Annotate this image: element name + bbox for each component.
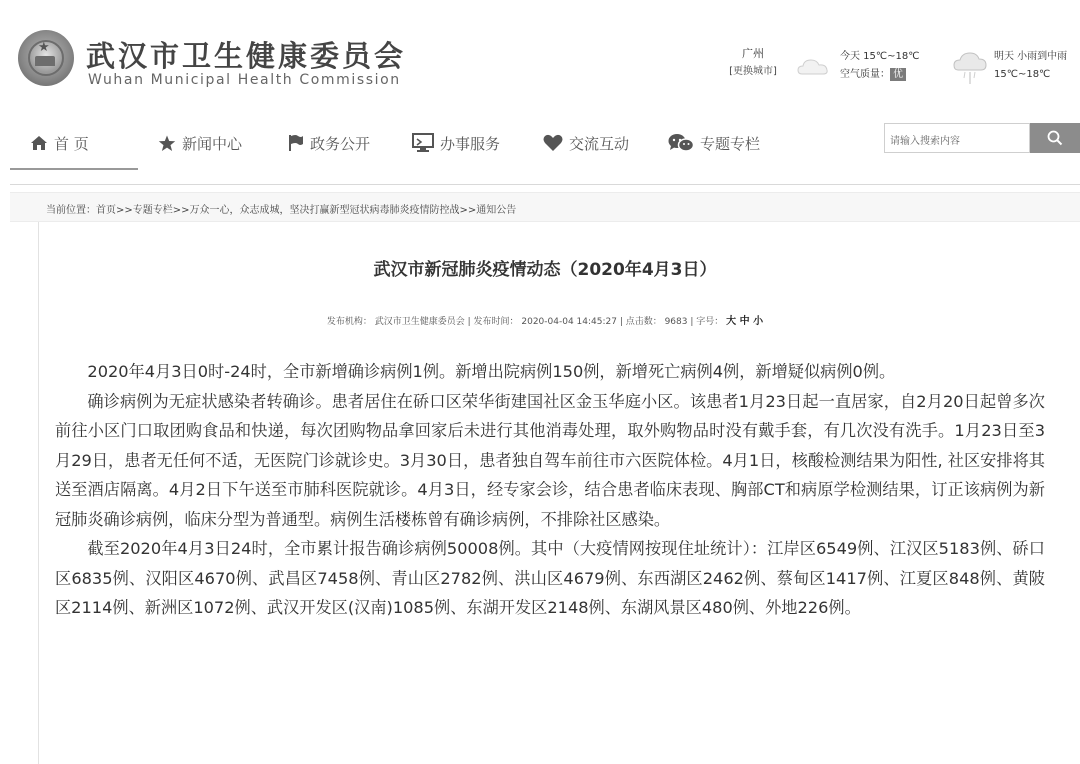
- air-quality-badge: 优: [890, 68, 906, 81]
- national-emblem-icon: ★: [18, 30, 74, 86]
- article-body: [55, 357, 1045, 623]
- nav-item-topics[interactable]: [668, 128, 760, 158]
- article-meta: [0, 312, 1080, 327]
- tomorrow-forecast: 明天 小雨到中雨: [994, 51, 1068, 62]
- nav-item-label: 专题专栏: [700, 134, 761, 153]
- switch-city-link[interactable]: [更换城市]: [729, 66, 777, 77]
- star-icon: [158, 135, 176, 152]
- article-paragraph: 截至2020年4月3日24时，全市累计报告确诊病例50008例。其中（大疫情网按现住址统计）：江岸区6549例、江汉区5183例、硚口区6835例、汉阳区4670例、武昌区7458例、青山区2782例、洪山区4679例、东西湖区2462例、蔡甸区1417例、江夏区848例、黄陂区2114例、新洲区1072例、武汉开发区(汉南)1085例、东湖开发区2148例、东湖风景区480例、外地226例。: [55, 539, 1045, 617]
- rain-weather-icon: [953, 50, 987, 86]
- nav-item-home[interactable]: [30, 128, 89, 158]
- site-logo-subtitle: Wuhan Municipal Health Commission: [88, 72, 401, 88]
- nav-item-news[interactable]: [158, 128, 242, 158]
- nav-item-label: 政务公开: [310, 134, 371, 153]
- air-quality-label: 空气质量：: [840, 69, 890, 80]
- nav-active-underline: [10, 168, 138, 170]
- today-temperature: 今天 15℃~18℃: [840, 51, 920, 62]
- nav-item-label: 新闻中心: [182, 134, 243, 153]
- nav-item-label: 交流互动: [569, 134, 630, 153]
- site-header: [0, 0, 1080, 110]
- article-title: 武汉市新冠肺炎疫情动态（2020年4月3日）: [373, 260, 717, 280]
- flag-icon: [288, 134, 304, 152]
- monitor-icon: [412, 133, 434, 153]
- article-paragraph: 2020年4月3日0时-24时，全市新增确诊病例1例。新增出院病例150例，新增死亡病例4例，新增疑似病例0例。: [87, 362, 896, 381]
- search-input[interactable]: 请输入搜索内容: [884, 123, 1030, 153]
- nav-item-label: 首 页: [54, 134, 89, 153]
- tomorrow-weather: [994, 48, 1067, 84]
- heart-icon: [543, 134, 563, 152]
- breadcrumb: [10, 192, 1080, 222]
- today-weather: [840, 48, 919, 84]
- cloudy-weather-icon: [796, 54, 832, 78]
- font-size-switch[interactable]: 大 中 小: [726, 316, 764, 327]
- article-paragraph: 确诊病例为无症状感染者转确诊。患者居住在硚口区荣华街建国社区金玉华庭小区。该患者1月23日起一直居家，自2月20日起曾多次前往小区门口取团购食品和快递，每次团购物品拿回家后未进行其他消毒处理，取外购物品时没有戴手套，有几次没有洗手。1月23日至3月29日，患者无任何不适，无医院门诊就诊史。3月30日，患者独自驾车前往市六医院体检。4月1日，核酸检测结果为阳性, 社区安排将其送至酒店隔离。4月2日下午送至市肺科医院就诊。4月3日，经专家会诊，结合患者临床表现、胸部CT和病原学检测结果，订正该病例为新冠肺炎确诊病例，临床分型为普通型。病例生活楼栋曾有确诊病例，不排除社区感染。: [55, 391, 1045, 529]
- nav-item-interaction[interactable]: [543, 128, 629, 158]
- tomorrow-temperature: 15℃~18℃: [994, 69, 1051, 80]
- search-button[interactable]: [1030, 123, 1080, 153]
- nav-item-label: 办事服务: [440, 134, 501, 153]
- nav-item-services[interactable]: [412, 128, 500, 158]
- home-icon: [30, 135, 48, 151]
- city-name: 广州: [742, 47, 764, 60]
- header-divider: [10, 184, 1080, 185]
- breadcrumb-text[interactable]: 当前位置：首页>>专题专栏>>万众一心，众志成城，坚决打赢新型冠状病毒肺炎疫情防控战>>通知公告: [46, 205, 517, 216]
- article-meta-text: 发布机构： 武汉市卫生健康委员会 | 发布时间： 2020-04-04 14:45:27 | 点击数： 9683 | 字号：: [326, 317, 724, 327]
- nav-item-gov-affairs[interactable]: [288, 128, 370, 158]
- air-quality: [840, 66, 919, 84]
- wechat-icon: [668, 133, 694, 153]
- city-widget: [722, 45, 784, 81]
- search-icon: [1047, 130, 1063, 146]
- content-left-border: [38, 222, 39, 764]
- site-logo-title[interactable]: 武汉市卫生健康委员会: [86, 39, 407, 73]
